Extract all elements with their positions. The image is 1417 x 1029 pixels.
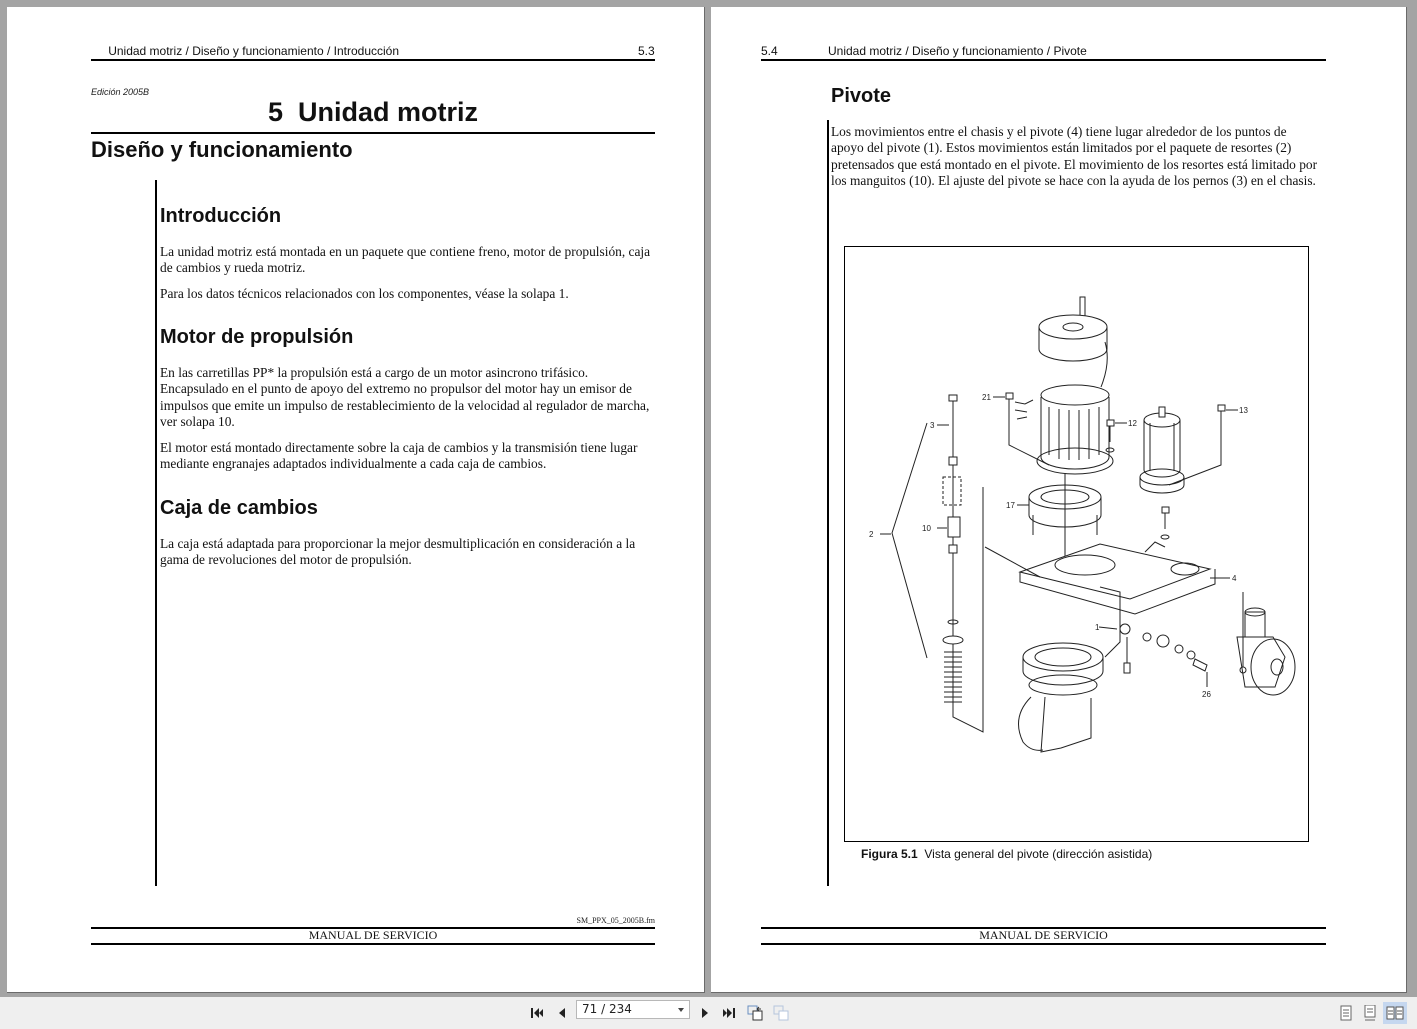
footer-rule-bottom — [91, 943, 655, 945]
callout-4: 4 — [1232, 574, 1237, 583]
next-page-button[interactable] — [697, 1005, 713, 1021]
facing-pages-view-button[interactable] — [1383, 1002, 1407, 1024]
figure-caption — [861, 847, 1152, 861]
chevron-down-icon — [678, 1008, 684, 1012]
paragraph: Para los datos técnicos relacionados con los componentes, véase la solapa 1. — [160, 286, 569, 301]
last-page-button[interactable] — [721, 1005, 737, 1021]
facing-pages-icon — [1386, 1006, 1404, 1020]
previous-page-icon — [557, 1007, 567, 1019]
header-rule — [91, 59, 655, 61]
callout-17: 17 — [1006, 501, 1015, 510]
page-indicator: 71 / 234 — [582, 1002, 632, 1016]
page-number-select[interactable] — [576, 1000, 690, 1019]
callout-12: 12 — [1128, 419, 1137, 428]
page-number: 5.4 — [761, 44, 778, 58]
footer-text: MANUAL DE SERVICIO — [979, 928, 1108, 942]
callout-2: 2 — [869, 530, 874, 539]
first-page-button[interactable] — [529, 1005, 545, 1021]
callout-1: 1 — [1095, 623, 1100, 632]
figure-caption-text: Vista general del pivote (dirección asistida) — [924, 847, 1153, 861]
footer-rule-bottom — [761, 943, 1326, 945]
next-view-icon — [773, 1005, 789, 1021]
footer-text: MANUAL DE SERVICIO — [308, 928, 438, 942]
next-page-icon — [700, 1007, 710, 1019]
paragraph: En las carretillas PP* la propulsión está a cargo de un motor asincrono trifásico. Encapsulado en el punto de apoyo del extremo no propulsor del motor hay un emisor de impulsos que emite un impulso de restablecimiento de la velocidad al regulador de marcha, ver solapa 10. — [160, 365, 650, 429]
continuous-view-button[interactable] — [1362, 1005, 1378, 1021]
heading-introduccion: Introducción — [160, 205, 282, 227]
figure-label: Figura 5.1 — [861, 847, 918, 861]
change-bar — [155, 180, 157, 886]
callout-26: 26 — [1202, 690, 1211, 699]
chapter-rule — [91, 132, 655, 134]
section-title: Diseño y funcionamiento — [91, 137, 353, 162]
running-header: Unidad motriz / Diseño y funcionamiento / Introducción — [108, 44, 399, 58]
paragraph: El motor está montado directamente sobre la caja de cambios y la transmisión tiene lugar mediante engranajes adaptados individualmente a cada caja de cambios. — [160, 440, 638, 472]
running-header: Unidad motriz / Diseño y funcionamiento / Pivote — [828, 44, 1087, 58]
page-right — [711, 7, 1407, 993]
callout-21: 21 — [982, 393, 991, 402]
callout-10: 10 — [922, 524, 931, 533]
callout-3: 3 — [930, 421, 935, 430]
callout-13: 13 — [1239, 406, 1248, 415]
figure-frame — [844, 246, 1309, 842]
chapter-title: 5 Unidad motriz — [267, 97, 478, 127]
previous-view-icon — [747, 1005, 763, 1021]
previous-page-button[interactable] — [554, 1005, 570, 1021]
page-number: 5.3 — [638, 44, 655, 58]
file-name: SM_PPX_05_2005B.fm — [576, 916, 655, 925]
last-page-icon — [722, 1007, 736, 1019]
single-page-icon — [1340, 1005, 1352, 1021]
heading-pivote: Pivote — [831, 85, 892, 107]
heading-motor-de-propulsion: Motor de propulsión — [160, 326, 354, 348]
single-page-view-button[interactable] — [1338, 1005, 1354, 1021]
paragraph: Los movimientos entre el chasis y el pivote (4) tiene lugar alrededor de los puntos de apoyo del pivote (1). Estos movimientos están limitados por el paquete de resortes (2) pretensados que está montado en el pivote. El movimiento de los resortes está limitado por los manguitos (10). El ajuste del pivote se hace con la ayuda de los pernos (3) en el chasis. — [831, 124, 1318, 188]
paragraph: La unidad motriz está montada en un paquete que contiene freno, motor de propulsión, caja de cambios y rueda motriz. — [160, 244, 651, 276]
first-page-icon — [530, 1007, 544, 1019]
paragraph: La caja está adaptada para proporcionar la mejor desmultiplicación en consideración a la gama de revoluciones del motor de propulsión. — [160, 536, 636, 568]
continuous-page-icon — [1364, 1005, 1376, 1021]
navigation-toolbar — [0, 997, 1417, 1029]
change-bar — [827, 120, 829, 886]
next-view-button[interactable] — [773, 1005, 789, 1021]
header-rule — [761, 59, 1326, 61]
heading-caja-de-cambios: Caja de cambios — [160, 497, 318, 519]
previous-view-button[interactable] — [747, 1005, 763, 1021]
exploded-view-diagram — [845, 247, 1310, 843]
page-left — [7, 7, 705, 993]
edition-label: Edición 2005B — [91, 87, 150, 97]
